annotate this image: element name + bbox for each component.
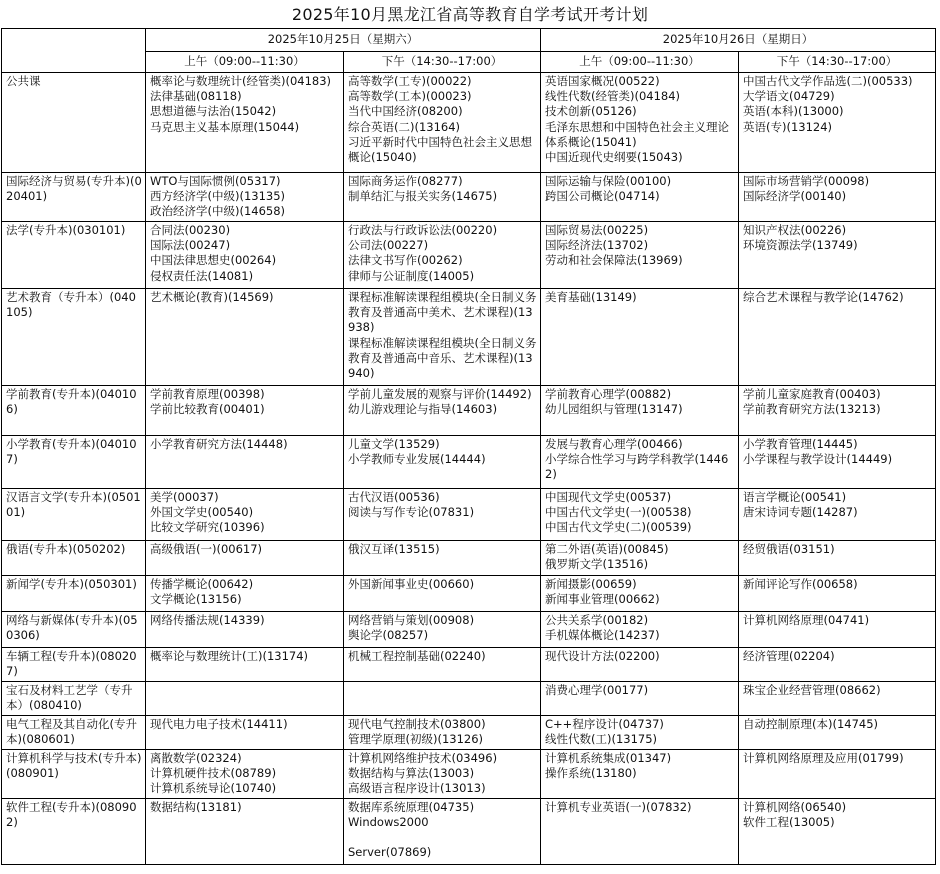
course-item: 学前教育心理学(00882) xyxy=(545,387,672,401)
course-cell xyxy=(146,222,344,289)
course-cell xyxy=(739,289,936,386)
table-row xyxy=(2,386,936,436)
major-cell xyxy=(2,541,146,576)
course-cell xyxy=(541,612,739,648)
course-cell xyxy=(344,648,541,682)
date-header: 2025年10月26日（星期日） xyxy=(541,29,936,52)
table-row xyxy=(2,612,936,648)
course-cell xyxy=(146,289,344,386)
course-item: 学前比较教育(00401) xyxy=(150,402,265,417)
course-cell xyxy=(541,73,739,173)
course-item xyxy=(348,830,537,845)
course-item: 中国古代文学作品选(二)(00533) xyxy=(743,74,913,88)
course-item: 小学课程与教学设计(14449) xyxy=(743,452,893,467)
course-item: 比较文学研究(10396) xyxy=(150,520,265,535)
session-header: 下午（14:30--17:00） xyxy=(739,52,936,73)
course-item: 小学教育研究方法(14448) xyxy=(150,437,288,451)
course-cell xyxy=(146,541,344,576)
table-row xyxy=(2,489,936,541)
course-item: 操作系统(13180) xyxy=(545,766,637,781)
course-item: 法律基础(08118) xyxy=(150,89,242,104)
course-item: 计算机系统导论(10740) xyxy=(150,781,277,796)
course-item: 概率论与数理统计(经管类)(04183) xyxy=(150,74,332,88)
course-cell xyxy=(344,576,541,612)
major-name: 电气工程及其自动化(专升本)(080601) xyxy=(6,717,137,747)
course-item: 课程标准解读课程组模块(全日制义务教育及普通高中美术、艺术课程)(13938) xyxy=(348,290,537,335)
course-item: 新闻事业管理(00662) xyxy=(545,592,660,607)
course-cell xyxy=(344,750,541,799)
major-name: 软件工程(专升本)(080902) xyxy=(6,800,137,830)
course-cell xyxy=(344,489,541,541)
major-cell xyxy=(2,750,146,799)
course-item: 自动控制原理(本)(14745) xyxy=(743,717,879,731)
course-item: 课程标准解读课程组模块(全日制义务教育及普通高中音乐、艺术课程)(13940) xyxy=(348,335,537,381)
course-item: 技术创新(05126) xyxy=(545,104,637,119)
course-item: 现代电力电子技术(14411) xyxy=(150,717,288,731)
course-cell xyxy=(541,386,739,436)
course-item: 唐宋诗词专题(14287) xyxy=(743,505,858,520)
course-item: 西方经济学(中级)(13135) xyxy=(150,189,286,204)
major-name: 学前教育(专升本)(040106) xyxy=(6,387,137,417)
course-cell xyxy=(541,716,739,750)
course-item: 国际贸易法(00225) xyxy=(545,223,649,237)
course-item: 美学(00037) xyxy=(150,490,219,504)
course-cell xyxy=(344,289,541,386)
course-item: 经贸俄语(03151) xyxy=(743,542,835,556)
table-row xyxy=(2,682,936,716)
course-cell xyxy=(739,612,936,648)
course-cell xyxy=(344,541,541,576)
course-item: 国际经济学(00140) xyxy=(743,189,847,204)
table-row xyxy=(2,222,936,289)
major-cell xyxy=(2,73,146,173)
session-header: 下午（14:30--17:00） xyxy=(344,52,541,73)
course-item: 跨国公司概论(04714) xyxy=(545,189,660,204)
course-cell xyxy=(541,648,739,682)
schedule-table xyxy=(1,28,936,865)
course-cell xyxy=(344,386,541,436)
course-item: 英语(专)(13124) xyxy=(743,119,833,134)
course-cell xyxy=(739,386,936,436)
course-item: 英语(本科)(13000) xyxy=(743,104,844,119)
course-item: 国际市场营销学(00098) xyxy=(743,174,870,188)
course-item: 经济管理(02204) xyxy=(743,649,835,663)
course-item: C++程序设计(04737) xyxy=(545,717,664,731)
course-cell xyxy=(146,682,344,716)
major-name: 计算机科学与技术(专升本)(080901) xyxy=(6,751,142,781)
course-cell xyxy=(146,576,344,612)
course-item: 管理学原理(初级)(13126) xyxy=(348,732,484,747)
course-item: 网络传播法规(14339) xyxy=(150,613,265,627)
course-cell xyxy=(739,436,936,489)
course-cell xyxy=(146,173,344,222)
course-cell xyxy=(146,799,344,865)
course-item: 中国近现代史纲要(15043) xyxy=(545,150,683,165)
course-item: 俄罗斯文学(13516) xyxy=(545,557,649,572)
course-item: 计算机硬件技术(08789) xyxy=(150,766,277,781)
course-item: 概率论与数理统计(工)(13174) xyxy=(150,649,309,663)
major-cell xyxy=(2,289,146,386)
course-item: 新闻评论写作(00658) xyxy=(743,577,858,591)
course-cell xyxy=(344,682,541,716)
course-item: 律师与公证制度(14005) xyxy=(348,268,475,283)
course-item: 计算机专业英语(一)(07832) xyxy=(545,800,692,814)
major-name: 国际经济与贸易(专升本)(020401) xyxy=(6,174,142,204)
course-item: 马克思主义基本原理(15044) xyxy=(150,119,300,134)
course-cell xyxy=(541,541,739,576)
major-name: 艺术教育（专升本）(040105) xyxy=(6,290,136,320)
course-cell xyxy=(541,750,739,799)
table-row xyxy=(2,716,936,750)
course-cell xyxy=(146,436,344,489)
course-item: 计算机系统集成(01347) xyxy=(545,751,672,765)
major-cell xyxy=(2,489,146,541)
course-item: 小学教育管理(14445) xyxy=(743,437,858,451)
course-item: 计算机网络维护技术(03496) xyxy=(348,751,498,765)
course-item: 计算机网络原理(04741) xyxy=(743,613,870,627)
course-item: 文学概论(13156) xyxy=(150,592,242,607)
course-item: 习近平新时代中国特色社会主义思想概论(15040) xyxy=(348,134,532,165)
course-item: 中国古代文学史(二)(00539) xyxy=(545,520,692,535)
course-item: Server(07869) xyxy=(348,845,432,860)
course-cell xyxy=(541,289,739,386)
major-name: 宝石及材料工艺学（专升本）(080410) xyxy=(6,683,133,713)
course-cell xyxy=(146,648,344,682)
course-item: 第二外语(英语)(00845) xyxy=(545,542,669,556)
major-cell xyxy=(2,799,146,865)
table-row xyxy=(2,173,936,222)
course-cell xyxy=(739,222,936,289)
course-cell xyxy=(541,489,739,541)
major-cell xyxy=(2,436,146,489)
course-item: 知识产权法(00226) xyxy=(743,223,847,237)
major-name: 公共课 xyxy=(6,74,41,88)
course-item: 公共关系学(00182) xyxy=(545,613,649,627)
course-cell xyxy=(344,73,541,173)
course-item: 新闻摄影(00659) xyxy=(545,577,637,591)
course-item: 发展与教育心理学(00466) xyxy=(545,437,683,451)
course-item: 小学综合性学习与跨学科教学(14462) xyxy=(545,452,729,482)
course-item: 外国文学史(00540) xyxy=(150,505,254,520)
corner-cell xyxy=(2,29,146,73)
table-row xyxy=(2,541,936,576)
table-row xyxy=(2,799,936,865)
course-cell xyxy=(146,716,344,750)
course-cell xyxy=(739,173,936,222)
course-cell xyxy=(541,576,739,612)
course-cell xyxy=(739,576,936,612)
course-item: 软件工程(13005) xyxy=(743,815,835,830)
course-item: 语言学概论(00541) xyxy=(743,490,847,504)
course-item: 高级语言程序设计(13013) xyxy=(348,781,486,796)
course-cell xyxy=(344,716,541,750)
major-cell xyxy=(2,612,146,648)
major-name: 法学(专升本)(030101) xyxy=(6,223,126,237)
course-cell xyxy=(739,541,936,576)
course-cell xyxy=(344,612,541,648)
course-item: 网络营销与策划(00908) xyxy=(348,613,475,627)
course-cell xyxy=(739,716,936,750)
course-item: 大学语文(04729) xyxy=(743,89,835,104)
session-header: 上午（09:00--11:30） xyxy=(146,52,344,73)
course-cell xyxy=(739,750,936,799)
course-item: 现代设计方法(02200) xyxy=(545,649,660,663)
major-cell xyxy=(2,173,146,222)
course-cell xyxy=(541,173,739,222)
course-cell xyxy=(146,489,344,541)
course-item: 幼儿园组织与管理(13147) xyxy=(545,402,683,417)
course-cell xyxy=(739,489,936,541)
date-header: 2025年10月25日（星期六） xyxy=(146,29,541,52)
table-row xyxy=(2,73,936,173)
course-cell xyxy=(344,436,541,489)
table-row xyxy=(2,750,936,799)
course-item: 美育基础(13149) xyxy=(545,290,637,304)
course-cell xyxy=(344,173,541,222)
course-item: 幼儿游戏理论与指导(14603) xyxy=(348,402,498,417)
course-item: 离散数学(02324) xyxy=(150,751,242,765)
schedule-body xyxy=(2,73,936,865)
course-item: 珠宝企业经营管理(08662) xyxy=(743,683,881,697)
course-item: 古代汉语(00536) xyxy=(348,490,440,504)
course-item: 思想道德与法治(15042) xyxy=(150,104,277,119)
course-cell xyxy=(739,682,936,716)
course-item: 综合艺术课程与教学论(14762) xyxy=(743,290,904,304)
major-name: 新闻学(专升本)(050301) xyxy=(6,577,137,591)
course-item: 外国新闻事业史(00660) xyxy=(348,577,475,591)
course-item: 计算机网络(06540) xyxy=(743,800,847,814)
course-item: 中国古代文学史(一)(00538) xyxy=(545,505,692,520)
table-row xyxy=(2,648,936,682)
course-cell xyxy=(739,799,936,865)
course-item: 当代中国经济(08200) xyxy=(348,104,463,119)
course-item: 线性代数(经管类)(04184) xyxy=(545,89,681,104)
course-item: 国际运输与保险(00100) xyxy=(545,174,672,188)
major-cell xyxy=(2,648,146,682)
course-item: 法律文书写作(00262) xyxy=(348,253,463,268)
major-name: 汉语言文学(专升本)(050101) xyxy=(6,490,141,520)
page-title: 2025年10月黑龙江省高等教育自学考试开考计划 xyxy=(291,5,649,24)
course-item: Windows2000 xyxy=(348,815,429,830)
course-item: 现代电气控制技术(03800) xyxy=(348,717,486,731)
major-name: 网络与新媒体(专升本)(050306) xyxy=(6,613,138,643)
course-item: WTO与国际惯例(05317) xyxy=(150,174,281,188)
course-item: 公司法(00227) xyxy=(348,238,429,253)
course-item: 传播学概论(00642) xyxy=(150,577,254,591)
major-cell xyxy=(2,386,146,436)
course-item: 学前儿童发展的观察与评价(14492) xyxy=(348,387,532,401)
course-item: 学前教育研究方法(13213) xyxy=(743,402,881,417)
major-cell xyxy=(2,576,146,612)
course-cell xyxy=(541,799,739,865)
course-item: 国际商务运作(08277) xyxy=(348,174,463,188)
major-cell xyxy=(2,222,146,289)
course-item: 毛泽东思想和中国特色社会主义理论体系概论(15041) xyxy=(545,119,730,149)
course-item: 数据结构(13181) xyxy=(150,800,242,814)
course-cell xyxy=(146,612,344,648)
course-item: 高等数学(工本)(00023) xyxy=(348,89,472,104)
course-item: 行政法与行政诉讼法(00220) xyxy=(348,223,498,237)
table-row xyxy=(2,576,936,612)
course-item: 小学教师专业发展(14444) xyxy=(348,452,486,467)
course-item: 学前儿童家庭教育(00403) xyxy=(743,387,881,401)
course-item: 线性代数(工)(13175) xyxy=(545,732,658,747)
course-item: 综合英语(二)(13164) xyxy=(348,119,461,134)
course-item: 英语国家概况(00522) xyxy=(545,74,660,88)
course-item: 高级俄语(一)(00617) xyxy=(150,542,263,556)
course-item: 数据库系统原理(04735) xyxy=(348,800,475,814)
course-cell xyxy=(739,648,936,682)
course-cell xyxy=(344,799,541,865)
course-cell xyxy=(541,682,739,716)
major-name: 车辆工程(专升本)(080207) xyxy=(6,649,137,679)
course-cell xyxy=(739,73,936,173)
major-cell xyxy=(2,716,146,750)
course-item: 计算机网络原理及应用(01799) xyxy=(743,751,904,765)
table-row xyxy=(2,289,936,386)
major-name: 小学教育(专升本)(040107) xyxy=(6,437,137,467)
course-item: 劳动和社会保障法(13969) xyxy=(545,253,683,268)
table-row xyxy=(2,436,936,489)
session-header: 上午（09:00--11:30） xyxy=(541,52,739,73)
course-item: 手机媒体概论(14237) xyxy=(545,628,660,643)
course-item: 制单结汇与报关实务(14675) xyxy=(348,189,498,204)
course-item: 机械工程控制基础(02240) xyxy=(348,649,486,663)
major-cell xyxy=(2,682,146,716)
course-item: 中国现代文学史(00537) xyxy=(545,490,672,504)
course-cell xyxy=(146,73,344,173)
course-item: 高等数学(工专)(00022) xyxy=(348,74,472,88)
course-item: 中国法律思想史(00264) xyxy=(150,253,277,268)
course-cell xyxy=(146,386,344,436)
major-name: 俄语(专升本)(050202) xyxy=(6,542,126,556)
course-item: 学前教育原理(00398) xyxy=(150,387,265,401)
course-item: 舆论学(08257) xyxy=(348,628,429,643)
course-item: 国际经济法(13702) xyxy=(545,238,649,253)
course-item: 政治经济学(中级)(14658) xyxy=(150,204,286,219)
course-item: 艺术概论(教育)(14569) xyxy=(150,290,274,304)
course-cell xyxy=(146,750,344,799)
course-item: 合同法(00230) xyxy=(150,223,231,237)
course-cell xyxy=(344,222,541,289)
course-item: 儿童文学(13529) xyxy=(348,437,440,451)
course-item: 环境资源法学(13749) xyxy=(743,238,858,253)
course-item: 侵权责任法(14081) xyxy=(150,268,254,283)
course-item: 阅读与写作专论(07831) xyxy=(348,505,475,520)
course-cell xyxy=(541,436,739,489)
course-item: 俄汉互译(13515) xyxy=(348,542,440,556)
course-item: 国际法(00247) xyxy=(150,238,231,253)
course-item: 数据结构与算法(13003) xyxy=(348,766,475,781)
course-item: 消费心理学(00177) xyxy=(545,683,649,697)
course-cell xyxy=(541,222,739,289)
